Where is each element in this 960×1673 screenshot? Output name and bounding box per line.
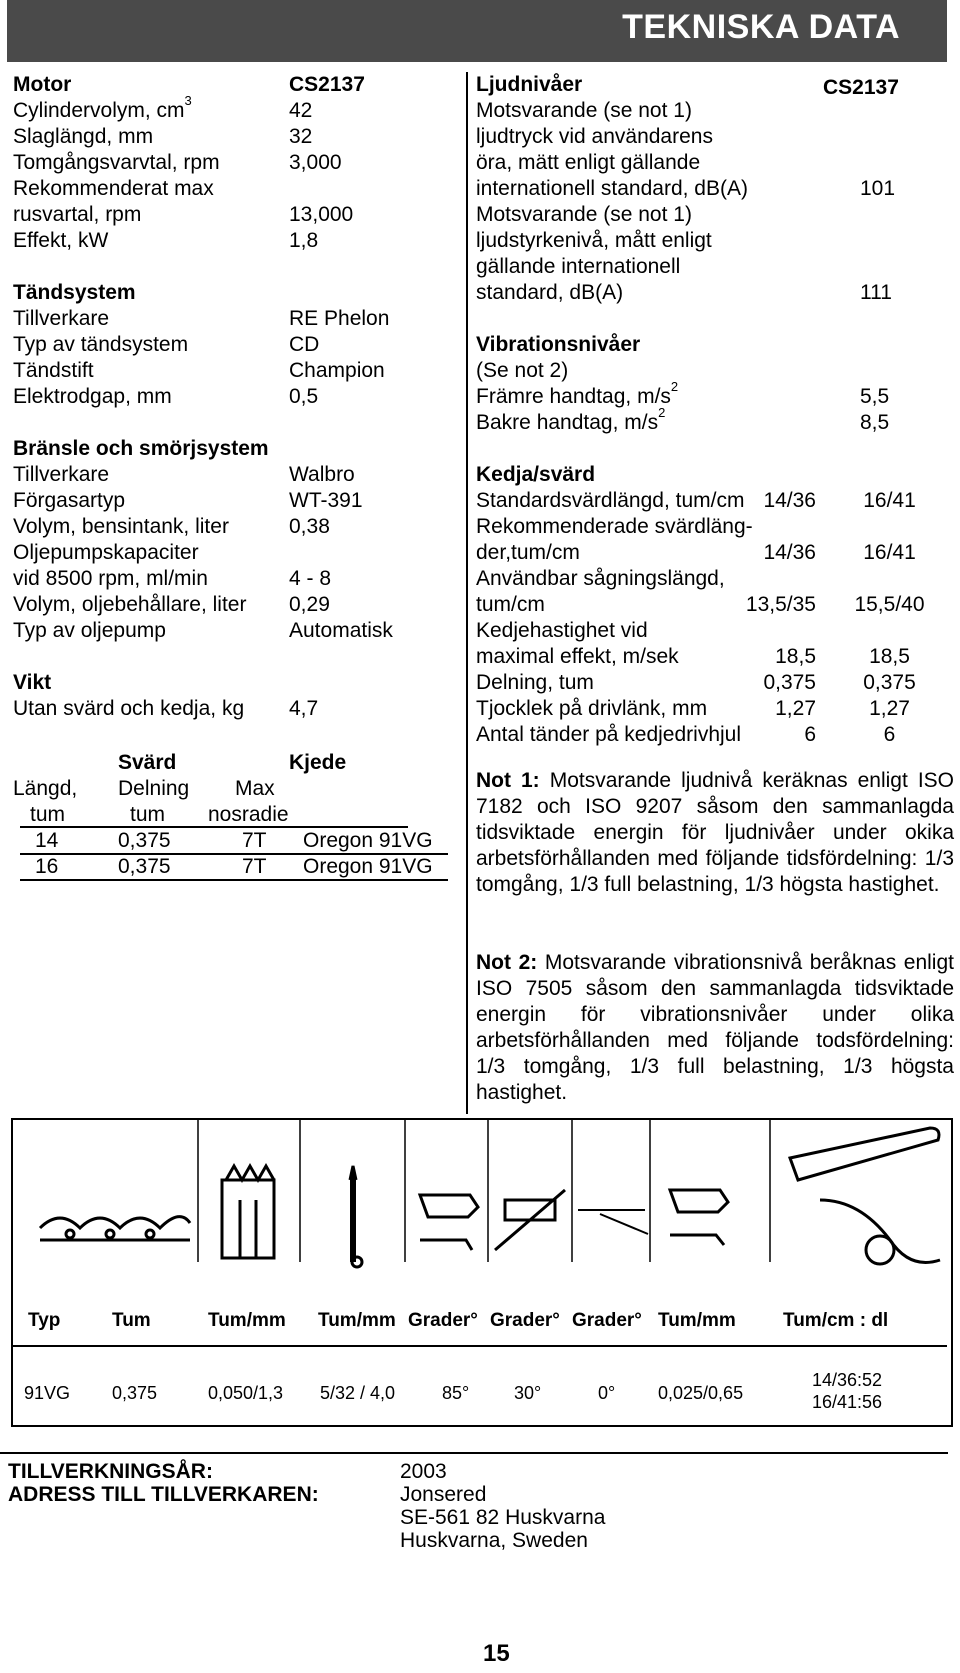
table-header: nosradie: [208, 803, 289, 826]
address-line: SE-561 82 Huskvarna: [400, 1506, 606, 1529]
spec-value: 42: [289, 99, 313, 122]
address-label: ADRESS TILL TILLVERKAREN:: [8, 1483, 319, 1506]
footer-divider: [0, 1452, 948, 1454]
spec-label: Volym, bensintank, liter: [13, 515, 229, 538]
spec-label: Kedjehastighet vid: [476, 619, 648, 642]
spec-value: Champion: [289, 359, 385, 382]
spec-label: standard, dB(A): [476, 281, 624, 304]
table-header: Delning: [118, 777, 190, 800]
spec-label: Förgasartyp: [13, 489, 126, 512]
spec-value: 6: [883, 723, 896, 746]
tool-table-value: 16/41:56: [812, 1392, 883, 1412]
spec-label: [476, 379, 679, 410]
table-header: Max: [235, 777, 275, 800]
note-1-text: Motsvarande ljudnivå keräknas enligt ISO 7182 och ISO 9207 såsom den sammanlagda tidsviktade energin för ljudnivåer under okika arbetsförhållanden med följande tidsfördelning: 1/3 tomgång, 1/3 full belastning, 1/3 högsta hastighet.: [476, 769, 954, 896]
spec-label: Motsvarande (se not 1): [476, 99, 692, 122]
spec-value: 0,29: [289, 593, 330, 616]
spec-value: WT-391: [289, 489, 363, 512]
table-cell: 7T: [242, 829, 267, 852]
spec-label: öra, mätt enligt gällande: [476, 151, 701, 174]
tool-table-value: 14/36:52: [812, 1370, 883, 1390]
spec-value: RE Phelon: [289, 307, 390, 330]
tool-table-value: 0,025/0,65: [658, 1383, 744, 1403]
spec-value: 8,5: [860, 411, 890, 434]
table-cell: 7T: [242, 855, 267, 878]
tool-table-value: 30°: [514, 1383, 542, 1403]
superscript: 2: [670, 379, 679, 394]
table-header: Längd,: [13, 777, 78, 800]
spec-label: internationell standard, dB(A): [476, 177, 748, 200]
address-line: Huskvarna, Sweden: [400, 1529, 588, 1552]
spec-label: Standardsvärdlängd, tum/cm: [476, 489, 745, 512]
spec-value: 18,5: [775, 645, 816, 668]
spec-label: Oljepumpskapaciter: [13, 541, 199, 564]
spec-label: tum/cm: [476, 593, 545, 616]
spec-value: 18,5: [869, 645, 910, 668]
spec-label-text: Bakre handtag, m/s: [476, 411, 659, 434]
spec-value: 15,5/40: [854, 593, 925, 616]
spec-value: 13,5/35: [745, 593, 816, 616]
spec-label: Tillverkare: [13, 463, 110, 486]
section-heading: Kedja/svärd: [476, 463, 596, 486]
tool-table-header: Grader°: [572, 1310, 642, 1331]
tool-table-header: Grader°: [408, 1310, 478, 1331]
spec-value: 16/41: [863, 541, 916, 564]
spec-label: [476, 405, 666, 436]
note-1-label: Not 1:: [476, 769, 540, 792]
tool-table-value: 85°: [442, 1383, 470, 1403]
spec-value: 1,8: [289, 229, 319, 252]
spec-value: 0,38: [289, 515, 330, 538]
superscript: 3: [184, 93, 192, 108]
spec-label: Användbar sågningslängd,: [476, 567, 725, 590]
spec-value: 101: [860, 177, 896, 200]
spec-label: Effekt, kW: [13, 229, 109, 252]
spec-label: [13, 93, 192, 124]
spec-label: Tjocklek på drivlänk, mm: [476, 697, 708, 720]
spec-value: 1,27: [869, 697, 910, 720]
note-2: [476, 950, 954, 1106]
note-1: [476, 768, 954, 898]
tool-table-header: Tum/mm: [658, 1310, 736, 1331]
section-heading: Motor: [13, 73, 72, 96]
table-cell: 0,375: [118, 829, 171, 852]
spec-value: 14/36: [763, 541, 816, 564]
section-heading: Bränsle och smörjsystem: [13, 437, 269, 460]
spec-value: 111: [860, 281, 892, 304]
spec-label: der,tum/cm: [476, 541, 580, 564]
section-heading: Vibrationsnivåer: [476, 333, 641, 356]
tool-table-value: 0,050/1,3: [208, 1383, 284, 1403]
spec-label: Delning, tum: [476, 671, 594, 694]
table-underline: [20, 879, 448, 881]
spec-label: Tomgångsvarvtal, rpm: [13, 151, 220, 174]
tool-table-value: 0,375: [112, 1383, 158, 1403]
spec-value: 0,375: [763, 671, 816, 694]
spec-value: 0,5: [289, 385, 319, 408]
table-cell: 0,375: [118, 855, 171, 878]
spec-label: Typ av oljepump: [13, 619, 166, 642]
table-cell: 14: [35, 829, 59, 852]
spec-label: ljudstyrkenivå, mått enligt: [476, 229, 712, 252]
spec-label: Elektrodgap, mm: [13, 385, 172, 408]
tool-table-header: Tum/mm: [208, 1310, 286, 1331]
spec-value: 0,375: [863, 671, 916, 694]
model-label: CS2137: [823, 76, 899, 99]
spec-value: 3,000: [289, 151, 342, 174]
spec-label: Antal tänder på kedjedrivhjul: [476, 723, 742, 746]
superscript: 2: [658, 405, 666, 420]
tool-table-header: Grader°: [490, 1310, 560, 1331]
spec-label: ljudtryck vid användarens: [476, 125, 713, 148]
tool-table-header: Typ: [28, 1310, 61, 1331]
spec-value: CD: [289, 333, 320, 356]
spec-value: 32: [289, 125, 313, 148]
spec-label: vid 8500 rpm, ml/min: [13, 567, 208, 590]
note-2-text: Motsvarande vibrationsnivå beråknas enligt ISO 7505 såsom den sammanlagda tidsviktade energin för vibrationsnivåer under olika arbetsförhållanden med följande todsfördelning: 1/3 tomgång, 1/3 full belastning, 1/3 högsta hastighet.: [476, 951, 954, 1104]
spec-label: Rekommenderat max: [13, 177, 214, 200]
spec-label: Typ av tändsystem: [13, 333, 189, 356]
table-cell: Oregon 91VG: [303, 829, 433, 852]
spec-label-text: Främre handtag, m/s: [476, 385, 671, 408]
spec-label: [476, 358, 568, 384]
section-heading: Ljudnivåer: [476, 73, 583, 96]
spec-label: Tändstift: [13, 359, 94, 382]
table-cell: 16: [35, 855, 59, 878]
tool-table-value: 5/32 / 4,0: [320, 1383, 396, 1403]
tool-table-value: 0°: [598, 1383, 616, 1403]
model-label: CS2137: [289, 73, 365, 96]
spec-label-text: Cylindervolym, cm: [13, 99, 185, 122]
page-title: TEKNISKA DATA: [622, 8, 900, 46]
spec-value: 4 - 8: [289, 567, 332, 590]
spec-value: 13,000: [289, 203, 354, 226]
spec-label: Slaglängd, mm: [13, 125, 154, 148]
spec-value: Walbro: [289, 463, 355, 486]
spec-label-text: (Se not 2): [476, 359, 569, 382]
table-header: tum: [30, 803, 66, 826]
col-kjede: Kjede: [289, 751, 347, 774]
table-cell: Oregon 91VG: [303, 855, 433, 878]
spec-label: gällande internationell: [476, 255, 681, 278]
year-label: TILLVERKNINGSÅR:: [8, 1460, 213, 1483]
tool-table-header: Tum: [112, 1310, 151, 1331]
tool-table-header: Tum/cm : dl: [783, 1310, 889, 1331]
spec-value: 16/41: [863, 489, 916, 512]
spec-value: 6: [804, 723, 816, 746]
table-header: tum: [130, 803, 166, 826]
spec-label: Tillverkare: [13, 307, 110, 330]
col-svard: Svärd: [118, 751, 177, 774]
address-line: Jonsered: [400, 1483, 487, 1506]
spec-value: Automatisk: [289, 619, 393, 642]
tool-table-value: 91VG: [24, 1383, 71, 1403]
year-value: 2003: [400, 1460, 447, 1483]
spec-value: 14/36: [763, 489, 816, 512]
tool-table-header: Tum/mm: [318, 1310, 396, 1331]
spec-label: Utan svärd och kedja, kg: [13, 697, 245, 720]
section-heading: Vikt: [13, 671, 52, 694]
spec-value: 5,5: [860, 385, 890, 408]
page-number: 15: [483, 1640, 510, 1667]
spec-value: 1,27: [775, 697, 816, 720]
spec-label: Motsvarande (se not 1): [476, 203, 692, 226]
spec-label: Volym, oljebehållare, liter: [13, 593, 247, 616]
spec-label: Rekommenderade svärdläng-: [476, 515, 753, 538]
note-2-label: Not 2:: [476, 951, 538, 974]
section-heading: Tändsystem: [13, 281, 136, 304]
spec-value: 4,7: [289, 697, 319, 720]
spec-label: maximal effekt, m/sek: [476, 645, 679, 668]
spec-label: rusvartal, rpm: [13, 203, 142, 226]
column-divider: [466, 72, 468, 1114]
